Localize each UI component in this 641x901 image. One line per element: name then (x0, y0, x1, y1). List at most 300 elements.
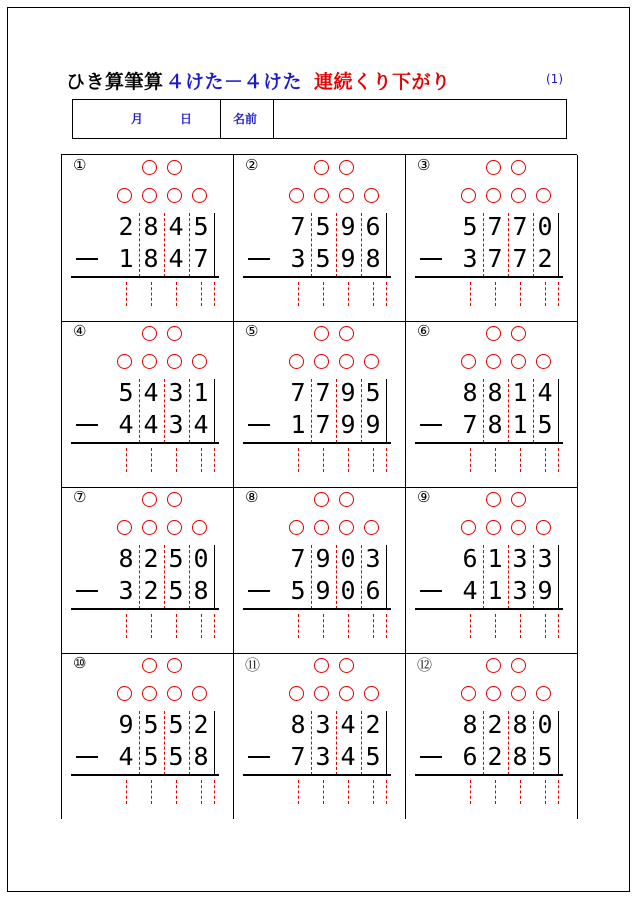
answer-guide (298, 780, 299, 804)
digit: 8 (462, 378, 478, 407)
digit: 2 (143, 544, 159, 573)
answer-guide (214, 780, 215, 804)
digit: 5 (537, 410, 553, 439)
digit: 8 (512, 710, 528, 739)
answer-line (243, 442, 391, 444)
borrow-circle (289, 188, 304, 203)
answer-guide (545, 448, 546, 472)
digit: 6 (365, 576, 381, 605)
answer-guide (214, 448, 215, 472)
digit: 8 (365, 244, 381, 273)
borrow-circle (486, 492, 501, 507)
minus-sign (248, 424, 270, 426)
borrow-circle (167, 160, 182, 175)
answer-line (243, 608, 391, 610)
digit: 7 (290, 378, 306, 407)
digit: 7 (512, 244, 528, 273)
digit: 4 (118, 742, 134, 771)
borrow-circle (536, 188, 551, 203)
borrow-circle (461, 354, 476, 369)
borrow-circle (192, 354, 207, 369)
answer-guide (201, 282, 202, 306)
borrow-circle (511, 686, 526, 701)
borrow-circle (117, 354, 132, 369)
column-guide (386, 213, 387, 277)
answer-guide (373, 282, 374, 306)
digit: 2 (118, 212, 134, 241)
digit: 8 (193, 742, 209, 771)
digit: 6 (462, 544, 478, 573)
minus-sign (248, 258, 270, 260)
column-guide (558, 711, 559, 775)
borrow-circle (339, 354, 354, 369)
borrow-circle (364, 520, 379, 535)
problem-number: ⑥ (417, 322, 431, 340)
answer-guide (520, 780, 521, 804)
borrow-circle (364, 188, 379, 203)
borrow-circle (364, 354, 379, 369)
digit: 7 (290, 212, 306, 241)
answer-line (415, 608, 563, 610)
answer-guide (126, 282, 127, 306)
borrow-circle (289, 520, 304, 535)
borrow-circle (167, 492, 182, 507)
digit: 5 (168, 710, 184, 739)
problem-number: ③ (417, 156, 431, 174)
answer-guide (373, 780, 374, 804)
problem-grid (61, 154, 577, 819)
digit: 4 (168, 244, 184, 273)
answer-guide (545, 614, 546, 638)
answer-guide (176, 614, 177, 638)
digit: 3 (462, 244, 478, 273)
answer-guide (151, 282, 152, 306)
answer-guide (520, 448, 521, 472)
borrow-circle (461, 188, 476, 203)
digit: 4 (118, 410, 134, 439)
digit: 6 (462, 742, 478, 771)
borrow-circle (142, 326, 157, 341)
answer-guide (126, 448, 127, 472)
answer-guide (386, 282, 387, 306)
answer-guide (201, 780, 202, 804)
digit: 5 (290, 576, 306, 605)
borrow-circle (511, 326, 526, 341)
digit: 7 (290, 742, 306, 771)
digit: 8 (193, 576, 209, 605)
borrow-circle (486, 658, 501, 673)
digit: 1 (193, 378, 209, 407)
borrow-circle (314, 492, 329, 507)
problem-cell (61, 653, 233, 819)
answer-guide (176, 780, 177, 804)
column-guide (214, 379, 215, 443)
borrow-circle (117, 188, 132, 203)
digit: 2 (487, 710, 503, 739)
column-guide (558, 379, 559, 443)
answer-line (415, 774, 563, 776)
answer-guide (126, 614, 127, 638)
digit: 9 (340, 244, 356, 273)
digit: 5 (118, 378, 134, 407)
borrow-circle (192, 188, 207, 203)
answer-guide (373, 448, 374, 472)
title-digits: ４けた－４けた (165, 71, 303, 93)
digit: 5 (143, 742, 159, 771)
digit: 4 (143, 378, 159, 407)
borrow-circle (339, 520, 354, 535)
problem-cell (233, 155, 405, 321)
minus-sign (76, 258, 98, 260)
problem-number: ① (73, 156, 87, 174)
borrow-circle (167, 188, 182, 203)
digit: 7 (487, 244, 503, 273)
answer-line (415, 276, 563, 278)
answer-guide (151, 780, 152, 804)
borrow-circle (314, 686, 329, 701)
title-subtitle: 連続くり下がり (314, 71, 451, 93)
borrow-circle (486, 354, 501, 369)
answer-guide (348, 282, 349, 306)
digit: 5 (365, 378, 381, 407)
borrow-circle (167, 658, 182, 673)
digit: 0 (340, 544, 356, 573)
answer-guide (558, 614, 559, 638)
digit: 7 (290, 544, 306, 573)
digit: 3 (537, 544, 553, 573)
problem-cell (405, 487, 577, 653)
digit: 5 (193, 212, 209, 241)
minus-sign (76, 756, 98, 758)
digit: 3 (168, 410, 184, 439)
borrow-circle (339, 658, 354, 673)
borrow-circle (142, 686, 157, 701)
digit: 8 (487, 378, 503, 407)
borrow-circle (461, 686, 476, 701)
problem-number: ⑫ (417, 656, 433, 674)
digit: 0 (193, 544, 209, 573)
borrow-circle (536, 686, 551, 701)
digit: 0 (537, 710, 553, 739)
digit: 5 (462, 212, 478, 241)
borrow-circle (289, 354, 304, 369)
column-guide (214, 545, 215, 609)
borrow-circle (339, 160, 354, 175)
answer-guide (323, 282, 324, 306)
borrow-circle (511, 188, 526, 203)
problem-cell (405, 155, 577, 321)
digit: 3 (315, 742, 331, 771)
borrow-circle (486, 188, 501, 203)
digit: 8 (462, 710, 478, 739)
borrow-circle (289, 686, 304, 701)
digit: 5 (143, 710, 159, 739)
title-main: ひき算筆算 (66, 71, 164, 93)
answer-guide (495, 614, 496, 638)
answer-guide (126, 780, 127, 804)
borrow-circle (536, 354, 551, 369)
digit: 3 (168, 378, 184, 407)
borrow-circle (167, 326, 182, 341)
digit: 4 (462, 576, 478, 605)
problem-cell (61, 155, 233, 321)
borrow-circle (486, 520, 501, 535)
answer-guide (214, 282, 215, 306)
digit: 4 (340, 710, 356, 739)
digit: 7 (315, 410, 331, 439)
digit: 5 (537, 742, 553, 771)
problem-number: ④ (73, 322, 87, 340)
answer-guide (176, 448, 177, 472)
answer-guide (386, 780, 387, 804)
digit: 4 (143, 410, 159, 439)
digit: 4 (340, 742, 356, 771)
answer-guide (176, 282, 177, 306)
answer-guide (201, 614, 202, 638)
answer-line (71, 276, 219, 278)
borrow-circle (167, 520, 182, 535)
minus-sign (76, 424, 98, 426)
borrow-circle (314, 354, 329, 369)
answer-guide (495, 282, 496, 306)
answer-guide (520, 282, 521, 306)
minus-sign (420, 258, 442, 260)
divider (273, 100, 274, 138)
digit: 8 (143, 212, 159, 241)
answer-line (71, 442, 219, 444)
digit: 5 (168, 576, 184, 605)
digit: 7 (487, 212, 503, 241)
worksheet-title (66, 67, 451, 95)
borrow-circle (511, 492, 526, 507)
problem-number: ⑨ (417, 488, 431, 506)
problem-number: ⑧ (245, 488, 259, 506)
digit: 1 (487, 576, 503, 605)
answer-line (243, 276, 391, 278)
minus-sign (420, 424, 442, 426)
borrow-circle (486, 326, 501, 341)
problem-number: ⑪ (245, 656, 261, 674)
answer-guide (495, 780, 496, 804)
digit: 7 (512, 212, 528, 241)
borrow-circle (142, 658, 157, 673)
digit: 4 (193, 410, 209, 439)
answer-guide (520, 614, 521, 638)
answer-guide (495, 448, 496, 472)
grid-vertical-line (577, 155, 578, 819)
answer-guide (323, 614, 324, 638)
digit: 0 (340, 576, 356, 605)
borrow-circle (167, 354, 182, 369)
digit: 3 (512, 544, 528, 573)
answer-line (415, 442, 563, 444)
problem-number: ⑤ (245, 322, 259, 340)
digit: 5 (315, 244, 331, 273)
minus-sign (420, 756, 442, 758)
borrow-circle (536, 520, 551, 535)
problem-cell (405, 653, 577, 819)
digit: 2 (193, 710, 209, 739)
digit: 1 (290, 410, 306, 439)
answer-guide (348, 780, 349, 804)
answer-guide (470, 282, 471, 306)
borrow-circle (167, 686, 182, 701)
borrow-circle (486, 686, 501, 701)
problem-number: ② (245, 156, 259, 174)
answer-guide (558, 282, 559, 306)
answer-guide (151, 448, 152, 472)
borrow-circle (314, 658, 329, 673)
digit: 8 (487, 410, 503, 439)
answer-guide (201, 448, 202, 472)
minus-sign (420, 590, 442, 592)
answer-guide (558, 780, 559, 804)
digit: 2 (537, 244, 553, 273)
column-guide (214, 213, 215, 277)
digit: 9 (315, 576, 331, 605)
answer-guide (323, 780, 324, 804)
digit: 3 (512, 576, 528, 605)
answer-line (71, 774, 219, 776)
answer-guide (470, 448, 471, 472)
digit: 7 (193, 244, 209, 273)
digit: 2 (365, 710, 381, 739)
answer-line (71, 608, 219, 610)
answer-guide (470, 614, 471, 638)
digit: 3 (365, 544, 381, 573)
digit: 5 (168, 544, 184, 573)
digit: 7 (315, 378, 331, 407)
answer-guide (348, 448, 349, 472)
digit: 5 (365, 742, 381, 771)
minus-sign (248, 756, 270, 758)
problem-number: ⑩ (73, 654, 87, 672)
borrow-circle (339, 492, 354, 507)
borrow-circle (339, 188, 354, 203)
digit: 7 (462, 410, 478, 439)
borrow-circle (511, 658, 526, 673)
digit: 3 (118, 576, 134, 605)
borrow-circle (192, 686, 207, 701)
answer-guide (348, 614, 349, 638)
problem-cell (233, 487, 405, 653)
borrow-circle (117, 686, 132, 701)
answer-guide (386, 448, 387, 472)
digit: 9 (340, 410, 356, 439)
name-date-box (72, 99, 567, 139)
borrow-circle (461, 520, 476, 535)
answer-guide (545, 780, 546, 804)
digit: 8 (118, 544, 134, 573)
digit: 9 (340, 378, 356, 407)
answer-guide (386, 614, 387, 638)
digit: 4 (168, 212, 184, 241)
answer-guide (323, 448, 324, 472)
borrow-circle (339, 326, 354, 341)
digit: 5 (168, 742, 184, 771)
borrow-circle (511, 520, 526, 535)
digit: 8 (512, 742, 528, 771)
divider (220, 100, 221, 138)
digit: 2 (143, 576, 159, 605)
digit: 1 (512, 378, 528, 407)
borrow-circle (142, 188, 157, 203)
month-label: 月 (131, 112, 144, 126)
answer-guide (373, 614, 374, 638)
answer-guide (298, 614, 299, 638)
problem-cell (61, 321, 233, 487)
problem-cell (233, 321, 405, 487)
digit: 3 (315, 710, 331, 739)
digit: 6 (365, 212, 381, 241)
column-guide (214, 711, 215, 775)
problem-number: ⑦ (73, 488, 87, 506)
column-guide (386, 711, 387, 775)
borrow-circle (314, 520, 329, 535)
digit: 8 (143, 244, 159, 273)
digit: 0 (537, 212, 553, 241)
borrow-circle (192, 520, 207, 535)
problem-cell (233, 653, 405, 819)
digit: 9 (118, 710, 134, 739)
answer-guide (214, 614, 215, 638)
page-number: (1) (546, 72, 563, 86)
borrow-circle (314, 326, 329, 341)
borrow-circle (339, 686, 354, 701)
answer-guide (545, 282, 546, 306)
borrow-circle (486, 160, 501, 175)
answer-guide (151, 614, 152, 638)
digit: 9 (537, 576, 553, 605)
problem-cell (61, 487, 233, 653)
answer-guide (470, 780, 471, 804)
borrow-circle (142, 160, 157, 175)
digit: 2 (487, 742, 503, 771)
borrow-circle (314, 188, 329, 203)
borrow-circle (142, 492, 157, 507)
answer-guide (558, 448, 559, 472)
minus-sign (248, 590, 270, 592)
borrow-circle (364, 686, 379, 701)
digit: 1 (487, 544, 503, 573)
borrow-circle (117, 520, 132, 535)
digit: 9 (340, 212, 356, 241)
digit: 1 (512, 410, 528, 439)
day-label: 日 (180, 112, 193, 126)
column-guide (558, 545, 559, 609)
minus-sign (76, 590, 98, 592)
borrow-circle (142, 354, 157, 369)
borrow-circle (142, 520, 157, 535)
name-label: 名前 (233, 112, 258, 126)
column-guide (386, 379, 387, 443)
borrow-circle (511, 354, 526, 369)
answer-guide (298, 448, 299, 472)
digit: 8 (290, 710, 306, 739)
digit: 3 (290, 244, 306, 273)
digit: 4 (537, 378, 553, 407)
digit: 9 (315, 544, 331, 573)
problem-cell (405, 321, 577, 487)
answer-guide (298, 282, 299, 306)
answer-line (243, 774, 391, 776)
digit: 9 (365, 410, 381, 439)
column-guide (558, 213, 559, 277)
borrow-circle (511, 160, 526, 175)
digit: 5 (315, 212, 331, 241)
digit: 1 (118, 244, 134, 273)
borrow-circle (314, 160, 329, 175)
